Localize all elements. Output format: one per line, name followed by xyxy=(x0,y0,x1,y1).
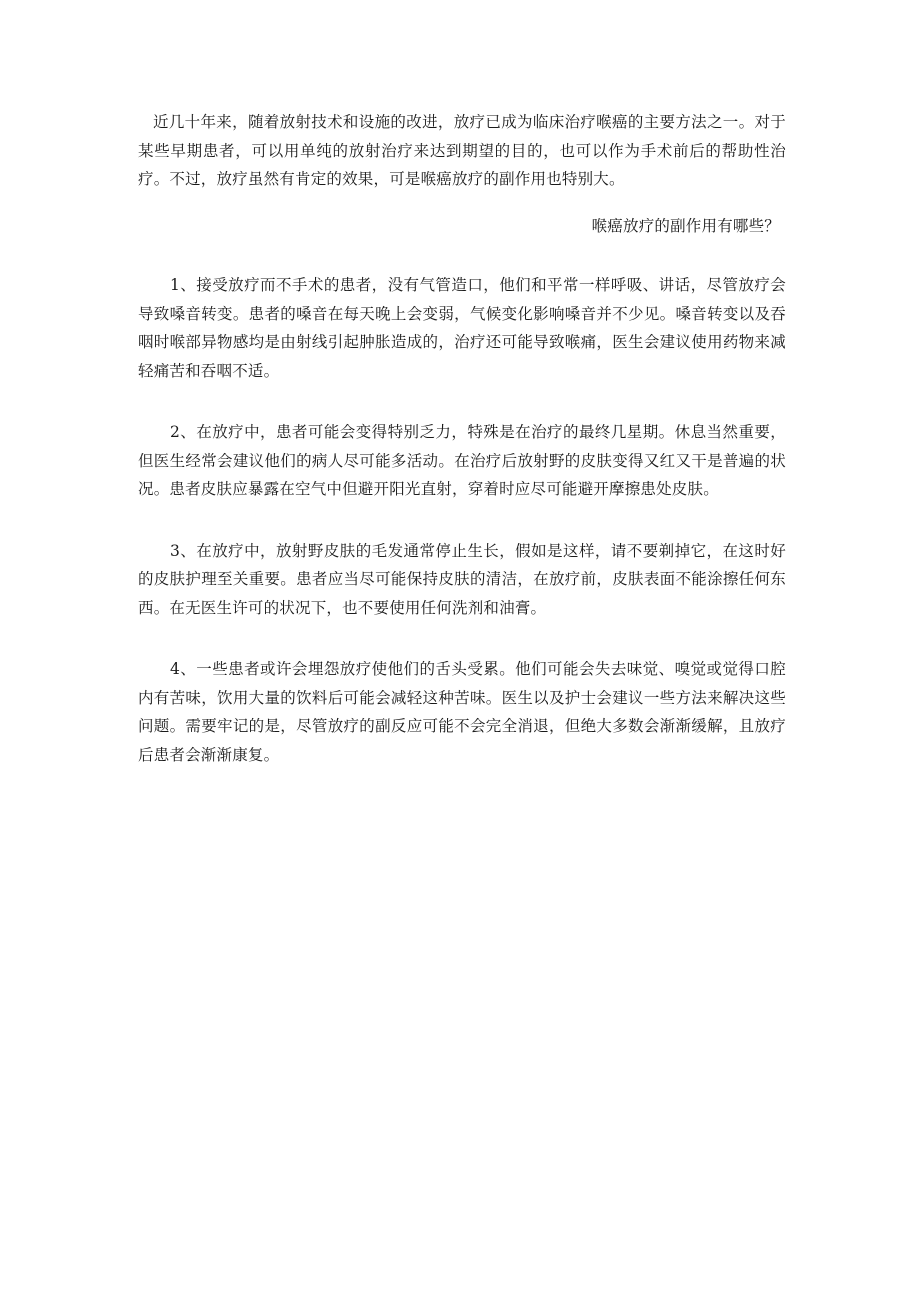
document-page xyxy=(138,108,786,769)
intro-paragraph: 近几十年来，随着放射技术和设施的改进，放疗已成为临床治疗喉癌的主要方法之一。对于某些早期患者，可以用单纯的放射治疗来达到期望的目的，也可以作为手术前后的帮助性治疗。不过，放疗虽然有肯定的效果，可是喉癌放疗的副作用也特别大。 xyxy=(138,113,786,188)
section-question: 喉癌放疗的副作用有哪些？ xyxy=(591,216,780,235)
side-effect-item-2: 2、在放疗中，患者可能会变得特别乏力，特殊是在治疗的最终几星期。休息当然重要，但医生经常会建议他们的病人尽可能多活动。在治疗后放射野的皮肤变得又红又干是普遍的状况。患者皮肤应暴露在空气中但避开阳光直射，穿着时应尽可能避开摩擦患处皮肤。 xyxy=(138,423,786,498)
side-effect-item-1: 1、接受放疗而不手术的患者，没有气管造口，他们和平常一样呼吸、讲话，尽管放疗会导致嗓音转变。患者的嗓音在每天晚上会变弱，气候变化影响嗓音并不少见。嗓音转变以及吞咽时喉部异物感均是由射线引起肿胀造成的，治疗还可能导致喉痛，医生会建议使用药物来减轻痛苦和吞咽不适。 xyxy=(138,276,786,380)
side-effect-item-4: 4、一些患者或许会埋怨放疗使他们的舌头受累。他们可能会失去味觉、嗅觉或觉得口腔内有苦味，饮用大量的饮料后可能会减轻这种苦味。医生以及护士会建议一些方法来解决这些问题。需要牢记的是，尽管放疗的副反应可能不会完全消退，但绝大多数会渐渐缓解，且放疗后患者会渐渐康复。 xyxy=(138,660,786,764)
side-effect-item-3: 3、在放疗中，放射野皮肤的毛发通常停止生长，假如是这样，请不要剃掉它，在这时好的皮肤护理至关重要。患者应当尽可能保持皮肤的清洁，在放疗前，皮肤表面不能涂擦任何东西。在无医生许可的状况下，也不要使用任何洗剂和油膏。 xyxy=(138,541,786,617)
